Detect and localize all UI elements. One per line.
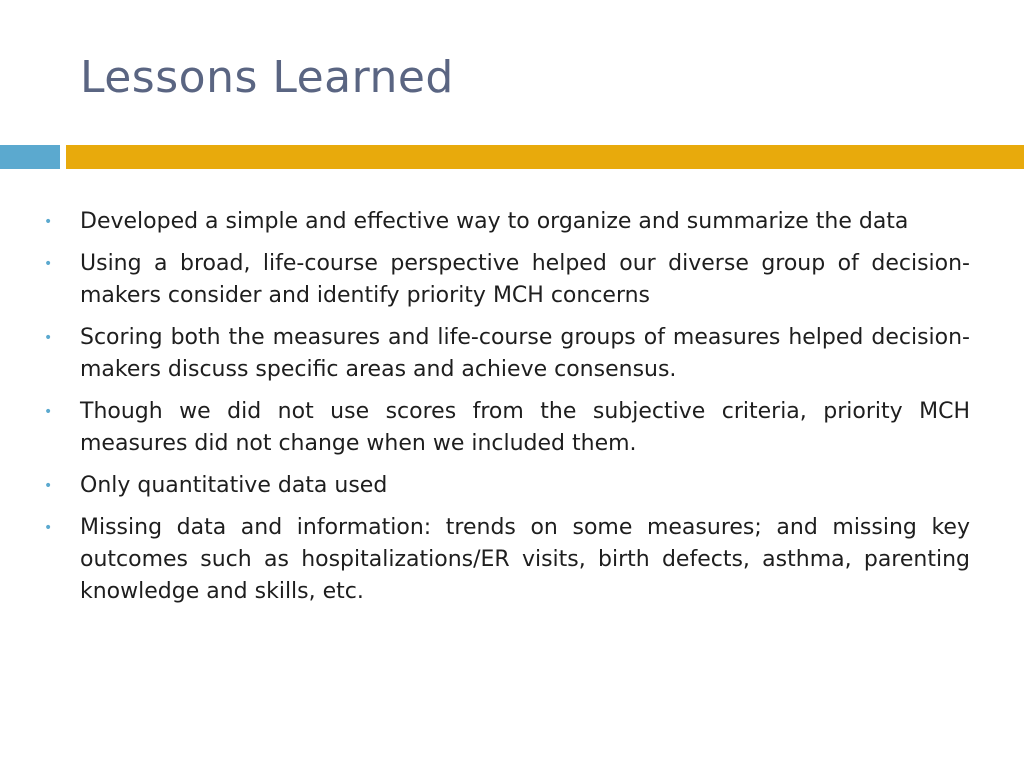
bullet-text: Only quantitative data used bbox=[80, 473, 388, 498]
bullet-dot-icon: • bbox=[44, 520, 53, 536]
bullet-item bbox=[40, 248, 970, 312]
bullet-text: Scoring both the measures and life-course groups of measures helped decision-makers discuss specific areas and achieve consensus. bbox=[80, 325, 970, 382]
bullet-item bbox=[40, 396, 970, 460]
bullet-dot-icon: • bbox=[44, 256, 53, 272]
bullet-dot-icon: • bbox=[44, 478, 53, 494]
bullet-text: Though we did not use scores from the subjective criteria, priority MCH measures did not change when we included them. bbox=[80, 399, 970, 456]
bullet-item bbox=[40, 206, 970, 238]
bullet-dot-icon: • bbox=[44, 330, 53, 346]
bullet-text: Developed a simple and effective way to organize and summarize the data bbox=[80, 209, 909, 234]
bullet-item bbox=[40, 512, 970, 608]
bullet-dot-icon: • bbox=[44, 404, 53, 420]
bullet-list bbox=[40, 206, 970, 618]
bullet-item bbox=[40, 470, 970, 502]
bullet-dot-icon: • bbox=[44, 214, 53, 230]
bullet-text: Missing data and information: trends on some measures; and missing key outcomes such as hospitalizations/ER visits, birth defects, asthma, parenting knowledge and skills, etc. bbox=[80, 515, 970, 604]
accent-bar-gold bbox=[66, 145, 1024, 169]
slide-title: Lessons Learned bbox=[80, 52, 454, 103]
bullet-item bbox=[40, 322, 970, 386]
bullet-text: Using a broad, life-course perspective helped our diverse group of decision-makers consider and identify priority MCH concerns bbox=[80, 251, 970, 308]
accent-bar-blue bbox=[0, 145, 60, 169]
